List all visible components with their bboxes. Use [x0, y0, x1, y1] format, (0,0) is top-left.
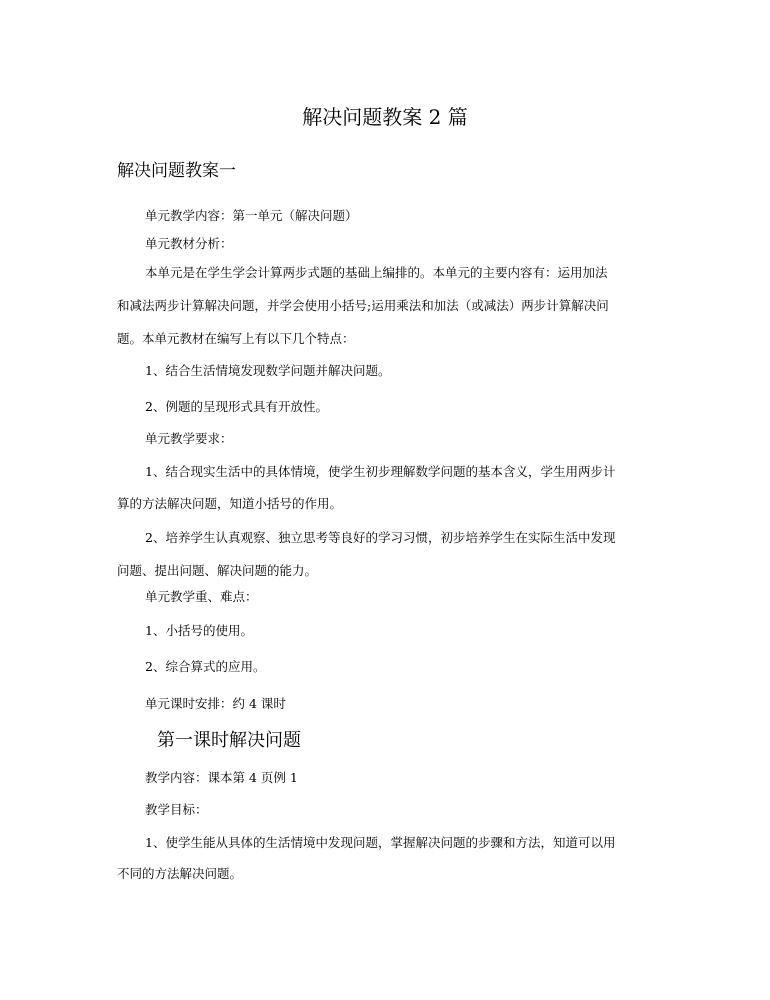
- section-title: 解决问题教案一: [117, 161, 236, 181]
- lesson-goals-label: 教学目标：: [145, 802, 208, 817]
- key-points-label: 单元教学重、难点：: [145, 589, 258, 604]
- requirement-line: 问题、提出问题、解决问题的能力。: [117, 563, 318, 578]
- key-point-item: 1、小括号的使用。: [145, 623, 253, 638]
- key-point-item: 2、综合算式的应用。: [145, 659, 266, 674]
- goal-line: 不同的方法解决问题。: [117, 866, 243, 881]
- requirement-line: 算的方法解决问题，知道小括号的作用。: [117, 496, 343, 511]
- feature-item: 1、结合生活情境发现数学问题并解决问题。: [145, 363, 391, 378]
- goal-line: 1、使学生能从具体的生活情境中发现问题，掌握解决问题的步骤和方法，知道可以用: [145, 835, 616, 850]
- schedule: 单元课时安排：约 4 课时: [145, 696, 286, 711]
- requirement-line: 1、结合现实生活中的具体情境，使学生初步理解数学问题的基本含义，学生用两步计: [145, 464, 616, 479]
- lesson-title: 第一课时解决问题: [157, 730, 301, 751]
- requirement-line: 2、培养学生认真观察、独立思考等良好的学习习惯，初步培养学生在实际生活中发现: [145, 530, 616, 545]
- feature-item: 2、例题的呈现形式具有开放性。: [145, 399, 328, 414]
- unit-content: 单元教学内容：第一单元（解决问题）: [145, 208, 358, 223]
- lesson-content: 教学内容：课本第 4 页例 1: [145, 770, 298, 785]
- analysis-line: 题。本单元教材在编写上有以下几个特点：: [117, 331, 355, 346]
- unit-requirements-label: 单元教学要求：: [145, 431, 233, 446]
- unit-analysis-label: 单元教材分析：: [145, 236, 233, 251]
- document-title: 解决问题教案 2 篇: [302, 105, 468, 129]
- analysis-line: 和减法两步计算解决问题，并学会使用小括号;运用乘法和加法（或减法）两步计算解决问: [117, 298, 609, 313]
- analysis-line: 本单元是在学生学会计算两步式题的基础上编排的。本单元的主要内容有：运用加法: [145, 265, 608, 280]
